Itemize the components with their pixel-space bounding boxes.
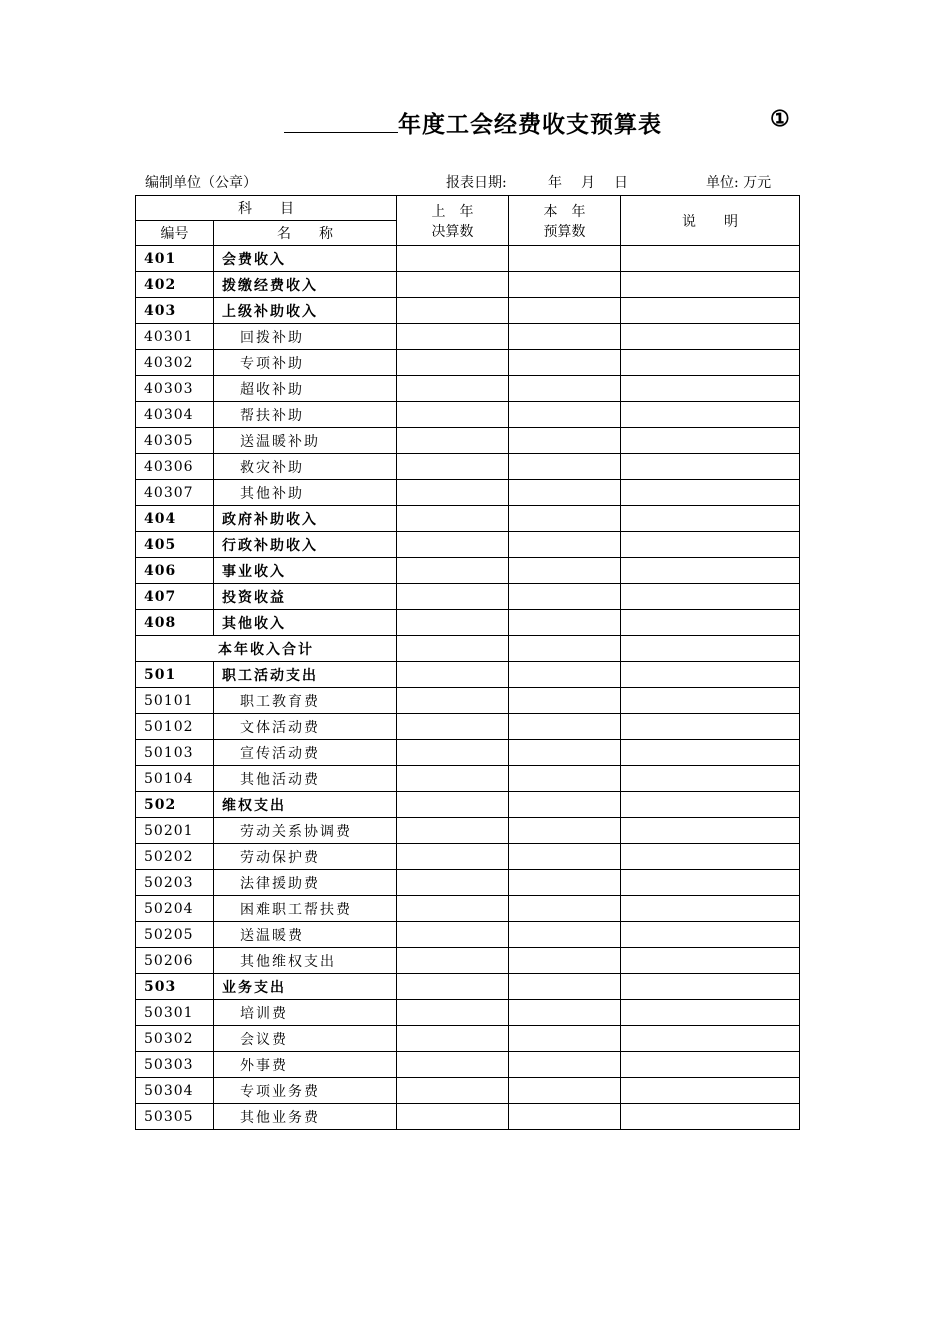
this-year-cell[interactable]	[509, 948, 621, 974]
date-day: 日	[614, 175, 628, 191]
note-cell[interactable]	[621, 1000, 800, 1026]
row-name: 救灾补助	[214, 454, 397, 480]
table-row	[136, 714, 800, 740]
table-row	[136, 818, 800, 844]
unit-label: 编制单位（公章）	[145, 175, 257, 191]
note-cell[interactable]	[621, 896, 800, 922]
row-code: 50103	[136, 740, 214, 766]
note-cell[interactable]	[621, 454, 800, 480]
this-year-cell[interactable]	[509, 1026, 621, 1052]
prev-year-cell[interactable]	[397, 558, 509, 584]
this-year-cell[interactable]	[509, 818, 621, 844]
row-code: 501	[136, 662, 214, 688]
note-cell[interactable]	[621, 532, 800, 558]
row-code: 50302	[136, 1026, 214, 1052]
note-cell[interactable]	[621, 688, 800, 714]
prev-year-cell[interactable]	[397, 662, 509, 688]
row-code: 402	[136, 272, 214, 298]
prev-year-cell[interactable]	[397, 350, 509, 376]
this-year-cell[interactable]	[509, 688, 621, 714]
prev-year-cell[interactable]	[397, 298, 509, 324]
row-name: 文体活动费	[214, 714, 397, 740]
row-name: 专项业务费	[214, 1078, 397, 1104]
this-year-cell[interactable]	[509, 350, 621, 376]
prev-year-cell[interactable]	[397, 1052, 509, 1078]
row-name: 劳动关系协调费	[214, 818, 397, 844]
prev-year-cell[interactable]	[397, 246, 509, 272]
this-year-cell[interactable]	[509, 402, 621, 428]
prev-year-cell[interactable]	[397, 948, 509, 974]
row-code: 401	[136, 246, 214, 272]
note-cell[interactable]	[621, 662, 800, 688]
prev-year-cell[interactable]	[397, 1026, 509, 1052]
date-month: 月	[581, 175, 595, 191]
row-code: 407	[136, 584, 214, 610]
this-year-cell[interactable]	[509, 922, 621, 948]
table-row	[136, 1078, 800, 1104]
prev-year-header	[397, 196, 509, 246]
row-name: 投资收益	[214, 584, 397, 610]
row-code: 40303	[136, 376, 214, 402]
this-year-cell[interactable]	[509, 376, 621, 402]
table-row	[136, 350, 800, 376]
row-code: 50201	[136, 818, 214, 844]
row-code: 50203	[136, 870, 214, 896]
row-name: 行政补助收入	[214, 532, 397, 558]
this-year-cell[interactable]	[509, 1000, 621, 1026]
row-code: 40305	[136, 428, 214, 454]
row-code: 50206	[136, 948, 214, 974]
year-fill-blank[interactable]	[284, 110, 398, 133]
row-name: 送温暖费	[214, 922, 397, 948]
table-row	[136, 558, 800, 584]
prev-year-cell[interactable]	[397, 506, 509, 532]
row-code: 403	[136, 298, 214, 324]
note-cell[interactable]	[621, 948, 800, 974]
row-name: 职工教育费	[214, 688, 397, 714]
this-year-cell[interactable]	[509, 246, 621, 272]
this-year-cell[interactable]	[509, 428, 621, 454]
this-year-cell[interactable]	[509, 714, 621, 740]
prev-year-cell[interactable]	[397, 1000, 509, 1026]
row-code: 405	[136, 532, 214, 558]
row-code: 50202	[136, 844, 214, 870]
note-cell[interactable]	[621, 636, 800, 662]
row-code: 50204	[136, 896, 214, 922]
row-code: 50104	[136, 766, 214, 792]
row-name: 会费收入	[214, 246, 397, 272]
this-year-cell[interactable]	[509, 636, 621, 662]
row-code: 50101	[136, 688, 214, 714]
row-code: 40302	[136, 350, 214, 376]
note-cell[interactable]	[621, 584, 800, 610]
note-cell[interactable]	[621, 818, 800, 844]
table-row	[136, 844, 800, 870]
row-name: 业务支出	[214, 974, 397, 1000]
row-code: 40304	[136, 402, 214, 428]
this-year-cell[interactable]	[509, 740, 621, 766]
prev-year-cell[interactable]	[397, 376, 509, 402]
prev-year-cell[interactable]	[397, 584, 509, 610]
row-name: 其他活动费	[214, 766, 397, 792]
row-name: 拨缴经费收入	[214, 272, 397, 298]
page-title	[284, 104, 794, 138]
table-row	[136, 922, 800, 948]
row-name: 事业收入	[214, 558, 397, 584]
this-year-cell[interactable]	[509, 584, 621, 610]
prev-year-cell[interactable]	[397, 844, 509, 870]
prev-year-header-line1: 上 年	[431, 203, 474, 220]
note-cell[interactable]	[621, 1104, 800, 1130]
this-year-cell[interactable]	[509, 454, 621, 480]
table-row	[136, 324, 800, 350]
note-cell[interactable]	[621, 740, 800, 766]
this-year-header-line1: 本 年	[543, 203, 586, 220]
prev-year-cell[interactable]	[397, 688, 509, 714]
row-code: 50205	[136, 922, 214, 948]
table-row	[136, 454, 800, 480]
this-year-cell[interactable]	[509, 480, 621, 506]
this-year-cell[interactable]	[509, 844, 621, 870]
table-row	[136, 1052, 800, 1078]
note-cell[interactable]	[621, 350, 800, 376]
row-name: 其他收入	[214, 610, 397, 636]
this-year-cell[interactable]	[509, 974, 621, 1000]
note-cell[interactable]	[621, 922, 800, 948]
this-year-cell[interactable]	[509, 1078, 621, 1104]
table-row	[136, 636, 800, 662]
prev-year-cell[interactable]	[397, 766, 509, 792]
row-name: 外事费	[214, 1052, 397, 1078]
table-row	[136, 792, 800, 818]
this-year-cell[interactable]	[509, 506, 621, 532]
table-row	[136, 376, 800, 402]
table-row	[136, 272, 800, 298]
note-cell[interactable]	[621, 714, 800, 740]
prev-year-header-line2: 决算数	[431, 223, 474, 240]
prev-year-cell[interactable]	[397, 818, 509, 844]
prev-year-cell[interactable]	[397, 610, 509, 636]
note-cell[interactable]	[621, 1078, 800, 1104]
table-row	[136, 428, 800, 454]
prev-year-cell[interactable]	[397, 922, 509, 948]
row-code: 50301	[136, 1000, 214, 1026]
prev-year-cell[interactable]	[397, 896, 509, 922]
table-row	[136, 766, 800, 792]
note-cell[interactable]	[621, 324, 800, 350]
this-year-cell[interactable]	[509, 610, 621, 636]
this-year-cell[interactable]	[509, 662, 621, 688]
note-cell[interactable]	[621, 298, 800, 324]
table-row	[136, 896, 800, 922]
row-code: 50305	[136, 1104, 214, 1130]
date-label: 报表日期:	[446, 175, 507, 191]
row-code: 503	[136, 974, 214, 1000]
row-name: 宣传活动费	[214, 740, 397, 766]
prev-year-cell[interactable]	[397, 480, 509, 506]
form-number-mark: ①	[770, 106, 790, 132]
prev-year-cell[interactable]	[397, 870, 509, 896]
this-year-cell[interactable]	[509, 532, 621, 558]
row-name: 职工活动支出	[214, 662, 397, 688]
table-row	[136, 870, 800, 896]
table-row	[136, 610, 800, 636]
prev-year-cell[interactable]	[397, 974, 509, 1000]
note-cell[interactable]	[621, 506, 800, 532]
row-name: 帮扶补助	[214, 402, 397, 428]
row-name: 送温暖补助	[214, 428, 397, 454]
row-name: 回拨补助	[214, 324, 397, 350]
header-row-1	[136, 196, 800, 221]
row-name: 上级补助收入	[214, 298, 397, 324]
table-row	[136, 688, 800, 714]
table-row	[136, 1000, 800, 1026]
row-name: 专项补助	[214, 350, 397, 376]
table-row	[136, 948, 800, 974]
code-header: 编号	[136, 221, 214, 246]
row-name: 其他业务费	[214, 1104, 397, 1130]
row-code: 406	[136, 558, 214, 584]
note-cell[interactable]	[621, 870, 800, 896]
note-header: 说 明	[621, 196, 800, 246]
this-year-header	[509, 196, 621, 246]
table-row	[136, 532, 800, 558]
prev-year-cell[interactable]	[397, 1078, 509, 1104]
row-name: 其他补助	[214, 480, 397, 506]
note-cell[interactable]	[621, 792, 800, 818]
table-row	[136, 1104, 800, 1130]
row-name: 困难职工帮扶费	[214, 896, 397, 922]
prev-year-cell[interactable]	[397, 1104, 509, 1130]
prev-year-cell[interactable]	[397, 272, 509, 298]
note-cell[interactable]	[621, 402, 800, 428]
row-name: 法律援助费	[214, 870, 397, 896]
prev-year-cell[interactable]	[397, 740, 509, 766]
this-year-cell[interactable]	[509, 324, 621, 350]
note-cell[interactable]	[621, 428, 800, 454]
date-year: 年	[548, 175, 562, 191]
note-cell[interactable]	[621, 844, 800, 870]
table-row	[136, 740, 800, 766]
prev-year-cell[interactable]	[397, 714, 509, 740]
name-header: 名 称	[214, 221, 397, 246]
row-code: 50304	[136, 1078, 214, 1104]
this-year-cell[interactable]	[509, 870, 621, 896]
table-row	[136, 480, 800, 506]
table-row	[136, 974, 800, 1000]
this-year-cell[interactable]	[509, 298, 621, 324]
row-code: 40306	[136, 454, 214, 480]
prev-year-cell[interactable]	[397, 454, 509, 480]
table-row	[136, 584, 800, 610]
row-code: 404	[136, 506, 214, 532]
subject-header: 科 目	[136, 196, 397, 221]
row-name: 超收补助	[214, 376, 397, 402]
row-name: 培训费	[214, 1000, 397, 1026]
currency-unit: 单位: 万元	[706, 175, 772, 191]
prev-year-cell[interactable]	[397, 792, 509, 818]
row-code: 408	[136, 610, 214, 636]
table-body	[136, 246, 800, 1130]
this-year-cell[interactable]	[509, 272, 621, 298]
note-cell[interactable]	[621, 610, 800, 636]
row-name: 维权支出	[214, 792, 397, 818]
table-row	[136, 298, 800, 324]
title-text: 年度工会经费收支预算表	[398, 111, 662, 138]
prev-year-cell[interactable]	[397, 324, 509, 350]
this-year-cell[interactable]	[509, 558, 621, 584]
note-cell[interactable]	[621, 272, 800, 298]
this-year-cell[interactable]	[509, 896, 621, 922]
row-code: 40307	[136, 480, 214, 506]
this-year-cell[interactable]	[509, 1052, 621, 1078]
note-cell[interactable]	[621, 558, 800, 584]
row-name: 政府补助收入	[214, 506, 397, 532]
prev-year-cell[interactable]	[397, 428, 509, 454]
row-name: 会议费	[214, 1026, 397, 1052]
note-cell[interactable]	[621, 1052, 800, 1078]
table-row	[136, 402, 800, 428]
note-cell[interactable]	[621, 766, 800, 792]
note-cell[interactable]	[621, 480, 800, 506]
table-row	[136, 246, 800, 272]
table-row	[136, 506, 800, 532]
note-cell[interactable]	[621, 1026, 800, 1052]
this-year-cell[interactable]	[509, 1104, 621, 1130]
this-year-header-line2: 预算数	[543, 223, 586, 240]
budget-table	[135, 195, 800, 1130]
row-code: 502	[136, 792, 214, 818]
this-year-cell[interactable]	[509, 766, 621, 792]
note-cell[interactable]	[621, 376, 800, 402]
row-name: 其他维权支出	[214, 948, 397, 974]
total-label: 本年收入合计	[136, 636, 397, 662]
note-cell[interactable]	[621, 246, 800, 272]
note-cell[interactable]	[621, 974, 800, 1000]
this-year-cell[interactable]	[509, 792, 621, 818]
prev-year-cell[interactable]	[397, 402, 509, 428]
prev-year-cell[interactable]	[397, 532, 509, 558]
row-code: 50102	[136, 714, 214, 740]
row-code: 40301	[136, 324, 214, 350]
table-row	[136, 1026, 800, 1052]
table-row	[136, 662, 800, 688]
prev-year-cell[interactable]	[397, 636, 509, 662]
row-code: 50303	[136, 1052, 214, 1078]
row-name: 劳动保护费	[214, 844, 397, 870]
